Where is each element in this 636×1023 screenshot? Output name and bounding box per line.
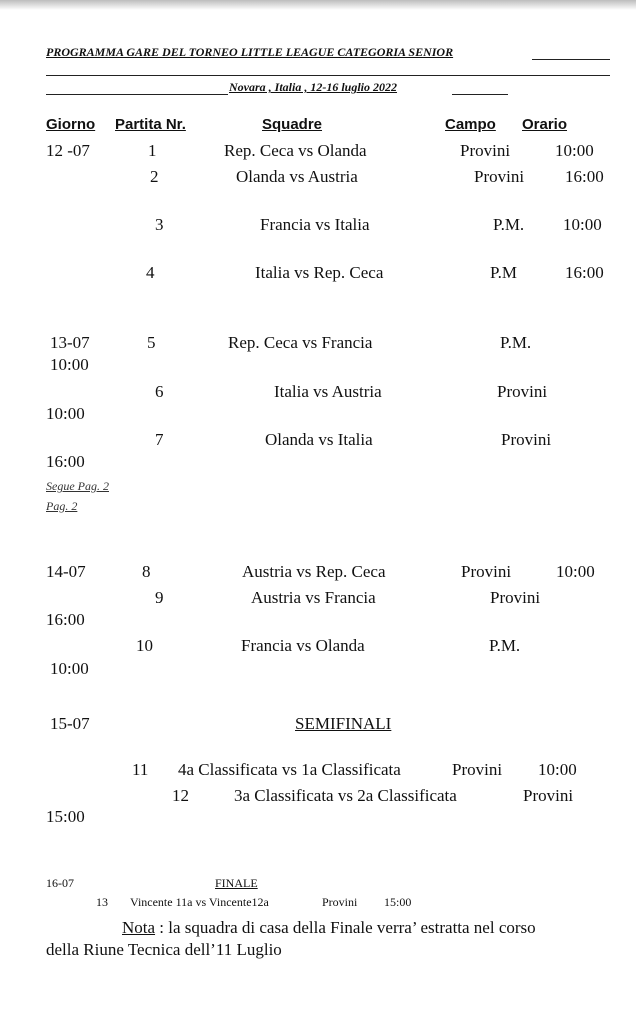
match-time: 15:00	[384, 895, 412, 909]
note-line-2: della Riune Tecnica dell’11 Luglio	[46, 940, 282, 959]
note-label: Nota	[122, 918, 156, 937]
match-time: 16:00	[565, 263, 604, 282]
match-field: Provini	[461, 562, 512, 581]
match-nr: 12	[172, 786, 189, 805]
match-time: 10:00	[563, 215, 602, 234]
match-nr: 2	[150, 167, 159, 186]
location-date: Novara , Italia , 12-16 luglio 2022	[229, 80, 398, 94]
col-giorno: Giorno	[46, 116, 96, 133]
match-teams: 4a Classificata vs 1a Classificata	[178, 760, 401, 779]
match-nr: 4	[146, 263, 155, 282]
col-campo: Campo	[445, 116, 496, 133]
date-12-07: 12 -07	[46, 141, 90, 160]
finale-title: FINALE	[215, 876, 258, 890]
col-partita: Partita Nr.	[115, 116, 186, 133]
document-title: PROGRAMMA GARE DEL TORNEO LITTLE LEAGUE CATEGORIA SENIOR	[46, 45, 454, 59]
match-time: 10:00	[555, 141, 594, 160]
col-squadre: Squadre	[262, 116, 323, 133]
match-time: 10:00	[50, 355, 89, 374]
match-teams: Rep. Ceca vs Olanda	[224, 141, 367, 160]
note-text: : la squadra di casa della Finale verra’ estratta nel corso	[155, 918, 536, 937]
match-field: P.M.	[489, 636, 521, 655]
match-teams: Francia vs Italia	[260, 215, 370, 234]
note-line-1	[122, 919, 536, 936]
match-field: Provini	[322, 895, 358, 909]
date-14-07: 14-07	[46, 562, 86, 581]
match-field: P.M.	[493, 215, 525, 234]
match-teams: 3a Classificata vs 2a Classificata	[234, 786, 457, 805]
match-nr: 11	[132, 760, 149, 779]
match-nr: 3	[155, 215, 164, 234]
match-nr: 9	[155, 588, 164, 607]
match-field: P.M	[490, 263, 517, 282]
match-field: Provini	[474, 167, 525, 186]
match-nr: 10	[136, 636, 153, 655]
match-field: Provini	[452, 760, 503, 779]
match-time: 15:00	[46, 807, 85, 826]
pag-2: Pag. 2	[46, 499, 78, 513]
match-teams: Austria vs Francia	[251, 588, 376, 607]
page-top-shadow	[0, 0, 636, 10]
match-teams: Francia vs Olanda	[241, 636, 365, 655]
match-time: 16:00	[46, 452, 85, 471]
match-time: 16:00	[46, 610, 85, 629]
date-13-07: 13-07	[50, 333, 90, 352]
match-field: Provini	[497, 382, 548, 401]
match-time: 16:00	[565, 167, 604, 186]
match-field: Provini	[460, 141, 511, 160]
header-rule	[46, 75, 610, 76]
match-nr: 5	[147, 333, 156, 352]
match-time: 10:00	[46, 404, 85, 423]
match-field: Provini	[523, 786, 574, 805]
match-teams: Austria vs Rep. Ceca	[242, 562, 386, 581]
match-field: P.M.	[500, 333, 532, 352]
date-16-07: 16-07	[46, 876, 74, 890]
match-nr: 7	[155, 430, 164, 449]
match-field: Provini	[490, 588, 541, 607]
date-15-07: 15-07	[50, 714, 90, 733]
match-time: 10:00	[556, 562, 595, 581]
col-orario: Orario	[522, 116, 568, 133]
date-rule-left	[46, 94, 228, 95]
match-time: 10:00	[50, 659, 89, 678]
match-field: Provini	[501, 430, 552, 449]
match-nr: 13	[96, 895, 108, 909]
date-rule-right	[452, 94, 508, 95]
semifinali-title: SEMIFINALI	[295, 714, 392, 733]
match-teams: Italia vs Austria	[274, 382, 382, 401]
match-nr: 6	[155, 382, 164, 401]
match-teams: Italia vs Rep. Ceca	[255, 263, 384, 282]
match-teams: Olanda vs Italia	[265, 430, 373, 449]
title-rule	[532, 59, 610, 60]
match-teams: Olanda vs Austria	[236, 167, 358, 186]
match-time: 10:00	[538, 760, 577, 779]
match-nr: 8	[142, 562, 151, 581]
match-teams: Rep. Ceca vs Francia	[228, 333, 373, 352]
match-teams: Vincente 11a vs Vincente12a	[130, 895, 269, 909]
segue-pag-2: Segue Pag. 2	[46, 479, 109, 493]
match-nr: 1	[148, 141, 157, 160]
